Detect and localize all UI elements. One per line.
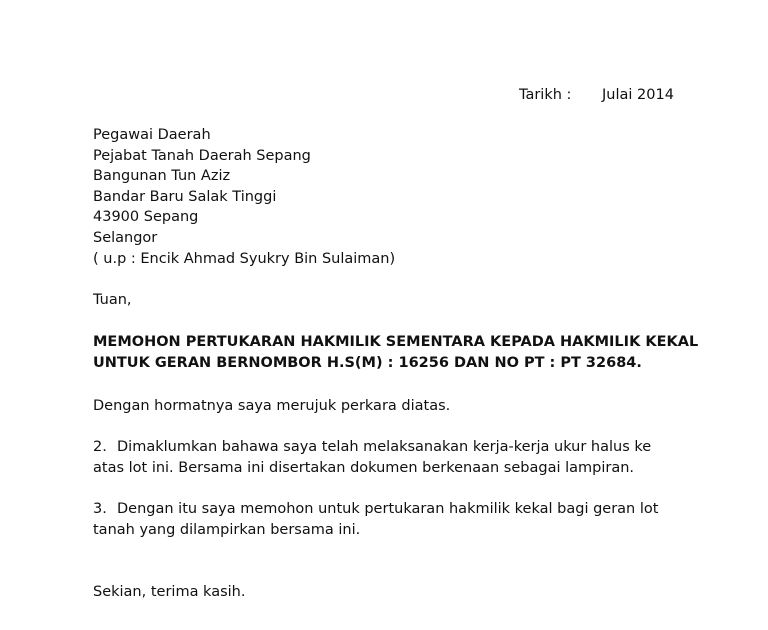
recipient-line-1: Pegawai Daerah xyxy=(93,127,211,143)
paragraph-2-line-2: atas lot ini. Bersama ini disertakan dokumen berkenaan sebagai lampiran. xyxy=(93,460,635,476)
salutation: Tuan, xyxy=(93,292,132,308)
paragraph-2-text-1: Dimaklumkan bahawa saya telah melaksanakan kerja-kerja ukur halus ke xyxy=(117,439,652,455)
paragraph-2-line-1 xyxy=(93,437,651,457)
paragraph-3-number: 3. xyxy=(93,501,107,517)
paragraph-3-line-2: tanah yang dilampirkan bersama ini. xyxy=(93,522,361,538)
paragraph-3-line-1 xyxy=(93,499,658,519)
recipient-line-4: Bandar Baru Salak Tinggi xyxy=(93,189,277,205)
closing: Sekian, terima kasih. xyxy=(93,584,246,600)
date-label: Tarikh : xyxy=(519,87,572,103)
date-line xyxy=(519,85,674,105)
subject-line-2: UNTUK GERAN BERNOMBOR H.S(M) : 16256 DAN NO PT : PT 32684. xyxy=(93,355,642,371)
recipient-line-5: 43900 Sepang xyxy=(93,209,199,225)
recipient-attention-line: ( u.p : Encik Ahmad Syukry Bin Sulaiman) xyxy=(93,251,396,267)
recipient-line-2: Pejabat Tanah Daerah Sepang xyxy=(93,148,311,164)
recipient-line-6: Selangor xyxy=(93,230,158,246)
recipient-line-3: Bangunan Tun Aziz xyxy=(93,168,231,184)
date-value: Julai 2014 xyxy=(602,87,674,103)
paragraph-3-text-1: Dengan itu saya memohon untuk pertukaran hakmilik kekal bagi geran lot xyxy=(117,501,659,517)
subject-line-1: MEMOHON PERTUKARAN HAKMILIK SEMENTARA KEPADA HAKMILIK KEKAL xyxy=(93,334,699,350)
paragraph-2-number: 2. xyxy=(93,439,107,455)
intro-paragraph: Dengan hormatnya saya merujuk perkara diatas. xyxy=(93,398,451,414)
